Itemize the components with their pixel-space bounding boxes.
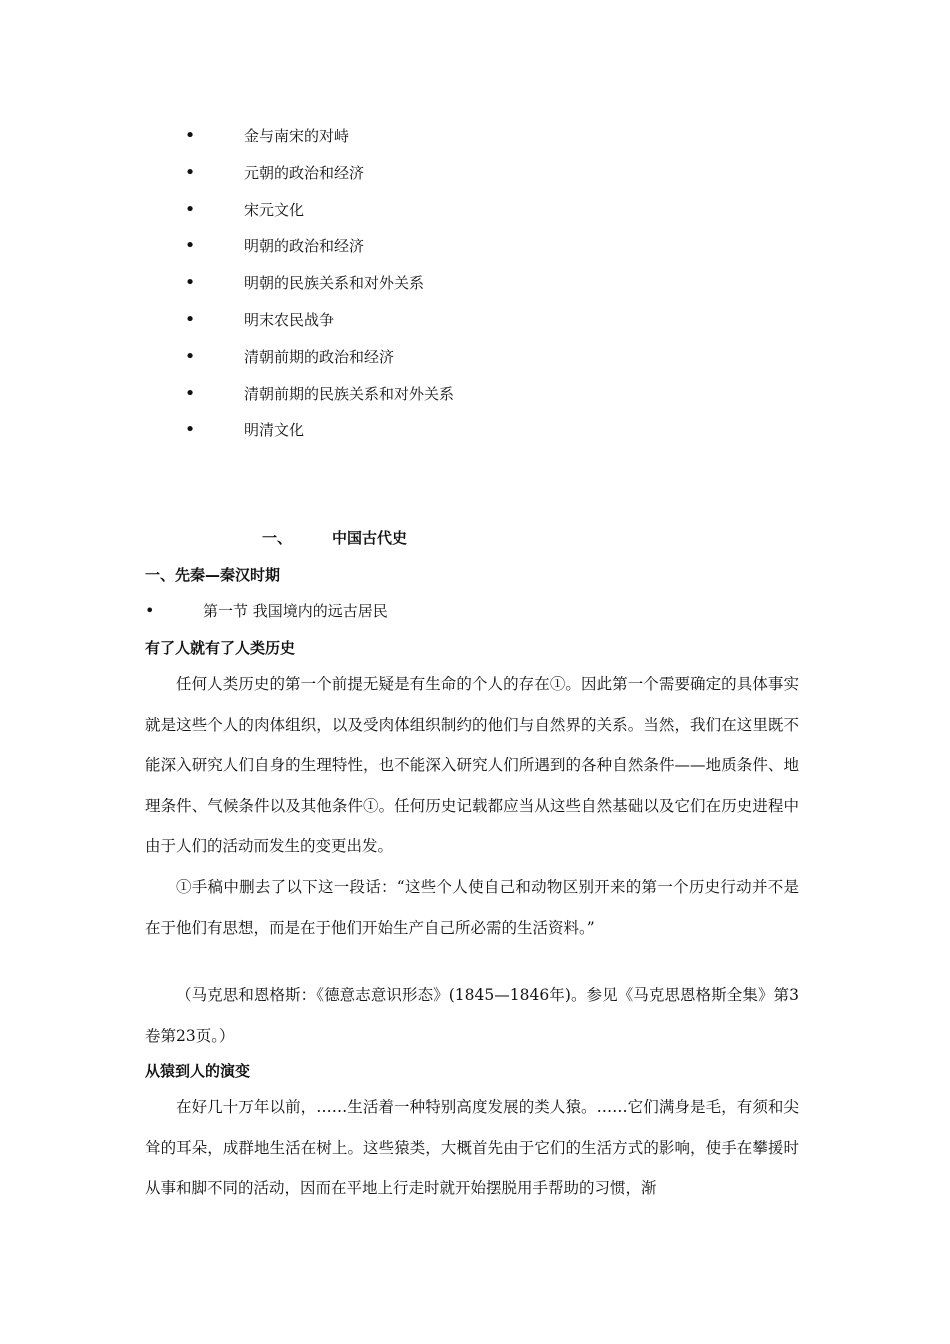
list-item-label: 明清文化 — [244, 421, 305, 440]
list-item-label: 明朝的政治和经济 — [244, 237, 365, 256]
list-item — [0, 228, 950, 265]
bullet-icon: • — [184, 345, 196, 367]
bullet-icon: • — [184, 235, 196, 257]
footnote-paragraph: ①手稿中删去了以下这一段话：“这些个人使自己和动物区别开来的第一个历史行动并不是在于他们有思想，而是在于他们开始生产自己所必需的生活资料。” — [145, 878, 799, 937]
bullet-icon: • — [184, 382, 196, 404]
list-item — [0, 118, 950, 155]
period-heading: 一、先秦—秦汉时期 — [145, 566, 281, 584]
bullet-icon: • — [184, 272, 196, 294]
paragraph: 任何人类历史的第一个前提无疑是有生命的个人的存在①。因此第一个需要确定的具体事实就是这些个人的肉体组织，以及受肉体组织制约的他们与自然界的关系。当然，我们在这里既不能深入研究人们自身的生理特性，也不能深入研究人们所遇到的各种自然条件——地质条件、地理条件、气候条件以及其他条件①。任何历史记载都应当从这些自然基础以及它们在历史进程中由于人们的活动而发生的变更出发。 — [145, 675, 799, 856]
chapter-list — [0, 118, 950, 449]
list-item — [0, 339, 950, 376]
section-number: 一、 — [262, 529, 293, 547]
list-item — [0, 155, 950, 192]
list-item-label: 元朝的政治和经济 — [244, 163, 365, 182]
list-item-label: 清朝前期的民族关系和对外关系 — [244, 384, 455, 403]
list-item — [0, 265, 950, 302]
lesson-item — [145, 597, 645, 625]
list-item-label: 宋元文化 — [244, 200, 305, 219]
list-item-label: 明朝的民族关系和对外关系 — [244, 274, 425, 293]
paragraph: 在好几十万年以前，……生活着一种特别高度发展的类人猿。……它们满身是毛，有须和尖耸的耳朵，成群地生活在树上。这些猿类，大概首先由于它们的生活方式的影响，使手在攀援时从事和脚不同的活动，因而在平地上行走时就开始摆脱用手帮助的习惯，渐 — [145, 1098, 799, 1198]
list-item — [0, 376, 950, 413]
bullet-icon: • — [184, 198, 196, 220]
bullet-icon: • — [184, 419, 196, 441]
lesson-label: 第一节 我国境内的远古居民 — [203, 602, 388, 620]
list-item — [0, 192, 950, 229]
citation-paragraph: （马克思和恩格斯：《德意志意识形态》(1845—1846年)。参见《马克思恩格斯全集》第3卷第23页。） — [145, 986, 799, 1045]
list-item — [0, 412, 950, 449]
subheading-evolution: 从猿到人的演变 — [145, 1062, 251, 1080]
list-item-label: 金与南宋的对峙 — [244, 127, 350, 145]
list-item-label: 清朝前期的政治和经济 — [244, 347, 395, 366]
bullet-icon: • — [184, 161, 196, 183]
list-item — [0, 302, 950, 339]
section-title-text: 中国古代史 — [332, 529, 408, 547]
bullet-icon: • — [184, 308, 196, 330]
bullet-icon: • — [145, 601, 155, 620]
bullet-icon: • — [184, 125, 196, 146]
subheading-history: 有了人就有了人类历史 — [145, 639, 296, 657]
list-item-label: 明末农民战争 — [244, 310, 335, 329]
section-title — [262, 524, 407, 552]
